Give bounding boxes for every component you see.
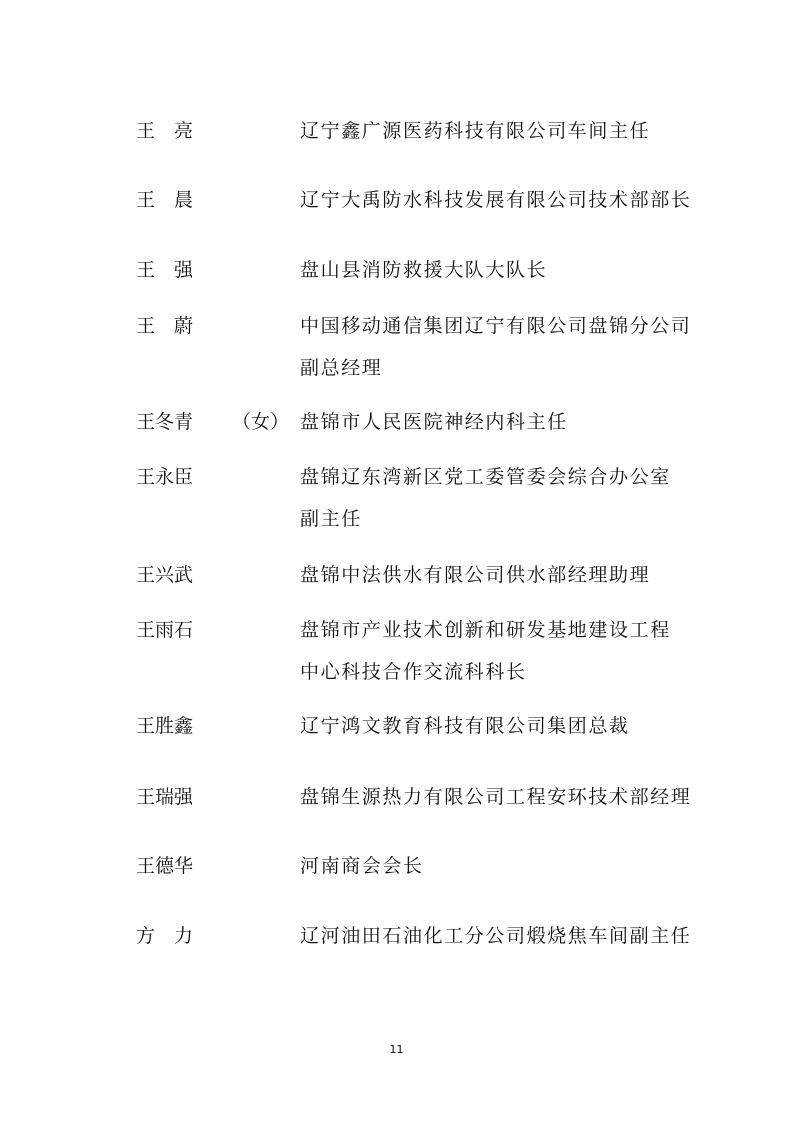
person-name: 王胜鑫 (136, 715, 194, 737)
person-name: 王 蔚 (136, 315, 194, 337)
person-name: 王德华 (136, 855, 194, 877)
person-name: 王永臣 (136, 466, 194, 488)
page-number: 11 (389, 1043, 404, 1056)
person-title-continued: 中心科技合作交流科科长 (300, 661, 527, 683)
person-title: 盘锦市产业技术创新和研发基地建设工程 (300, 619, 671, 641)
person-title: 河南商会会长 (300, 855, 424, 877)
person-title: 盘锦辽东湾新区党工委管委会综合办公室 (300, 466, 671, 488)
person-title-continued: 副总经理 (300, 357, 383, 379)
person-name: 王兴武 (136, 564, 194, 586)
person-name: 王冬青 (136, 411, 194, 433)
person-title-continued: 副主任 (300, 508, 362, 530)
person-title: 盘锦市人民医院神经内科主任 (300, 411, 568, 433)
person-name: 王雨石 (136, 619, 194, 641)
person-name: 王 晨 (136, 189, 194, 211)
person-title: 盘山县消防救援大队大队长 (300, 259, 548, 281)
person-name: 王瑞强 (136, 786, 194, 808)
person-title: 辽宁鸿文教育科技有限公司集团总裁 (300, 715, 630, 737)
person-title: 盘锦中法供水有限公司供水部经理助理 (300, 564, 651, 586)
person-name: 王 亮 (136, 120, 194, 142)
person-title: 辽宁大禹防水科技发展有限公司技术部部长 (300, 189, 692, 211)
person-title: 辽河油田石油化工分公司煅烧焦车间副主任 (300, 925, 692, 947)
person-title: 中国移动通信集团辽宁有限公司盘锦分公司 (300, 315, 692, 337)
person-title: 辽宁鑫广源医药科技有限公司车间主任 (300, 120, 651, 142)
person-name: 王 强 (136, 259, 194, 281)
gender-note: （女） (232, 411, 290, 433)
person-name: 方 力 (136, 925, 194, 947)
person-title: 盘锦生源热力有限公司工程安环技术部经理 (300, 786, 692, 808)
